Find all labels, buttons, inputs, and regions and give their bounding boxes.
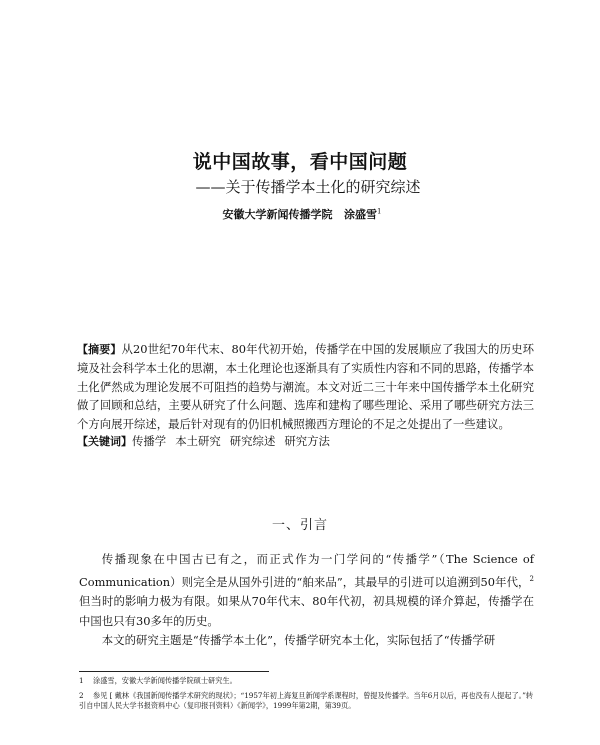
keyword-item: 传播学 — [132, 434, 167, 448]
institution-name: 安徽大学新闻传播学院 — [222, 208, 333, 221]
footnote-number: 2 — [79, 690, 84, 700]
abstract — [77, 340, 534, 433]
author-footnote-mark: 1 — [377, 207, 382, 216]
section-heading: 一、引言 — [271, 518, 328, 533]
paper-subtitle: ——关于传播学本土化的研究综述 — [195, 178, 421, 196]
paragraph-text: 本文的研究主题是“传播学本土化”，传播学研究本土化，实际包括了“传播学研 — [101, 633, 496, 648]
keyword-item: 研究方法 — [284, 434, 330, 448]
author-name: 涂盛雪 — [344, 208, 378, 221]
body-paragraph — [79, 550, 534, 631]
footnote-text: 涂盛雪，安徽大学新闻传播学院硕士研究生。 — [93, 676, 237, 685]
keyword-item: 本土研究 — [175, 434, 221, 448]
paper-title: 说中国故事，看中国问题 — [192, 151, 408, 173]
keyword-item: 研究综述 — [229, 434, 276, 448]
body-paragraph — [79, 631, 534, 651]
footnote — [79, 691, 539, 712]
keywords — [77, 432, 534, 451]
footnote-text: 参见 [ 戴林《我国新闻传播学术研究的现状》；“1957年初上海复旦新闻学系课程时，曾提及传播学。当年6月以后，再也没有人提起了。”转引自中国人民大学书报资料中心（复印报刊资料）《新闻学》，1999年第2期，第39页。 — [79, 690, 534, 710]
abstract-text: 从20世纪70年代末、80年代初开始，传播学在中国的发展顺应了我国大的历史环境及社会科学本土化的思潮，本土化理论也逐渐具有了实质性内容和不同的思路，传播学本土化俨然成为理论发展不可阻挡的趋势与潮流。本文对近二三十年来中国传播学本土化研究做了回顾和总结，主要从研究了什么问题、选库和建构了哪些理论、采用了哪些研究方法三个方向展开综述，最后针对现有的仍旧机械照搬西方理论的不足之处提出了一些建议。 — [77, 342, 535, 431]
footnote-ref-mark: 2 — [529, 574, 534, 583]
paragraph-text: 传播现象在中国古已有之，而正式作为一门学问的“传播学”（The Science of Communication）则完全是从国外引进的“舶来品”，其最早的引进可以追溯到50年代， — [79, 552, 534, 589]
body-text — [79, 550, 534, 651]
footnote-divider — [79, 671, 269, 672]
footnote — [79, 676, 539, 687]
footnote-number: 1 — [79, 676, 84, 685]
keywords-label: 【关键词】 — [77, 435, 132, 448]
paragraph-text: 但当时的影响力极为有限。如果从70年代末、80年代初，初具规模的译介算起，传播学在中国也只有30多年的历史。 — [79, 593, 534, 628]
footnotes — [79, 676, 539, 716]
author-affiliation — [0, 206, 600, 222]
abstract-label: 【摘要】 — [77, 343, 122, 356]
